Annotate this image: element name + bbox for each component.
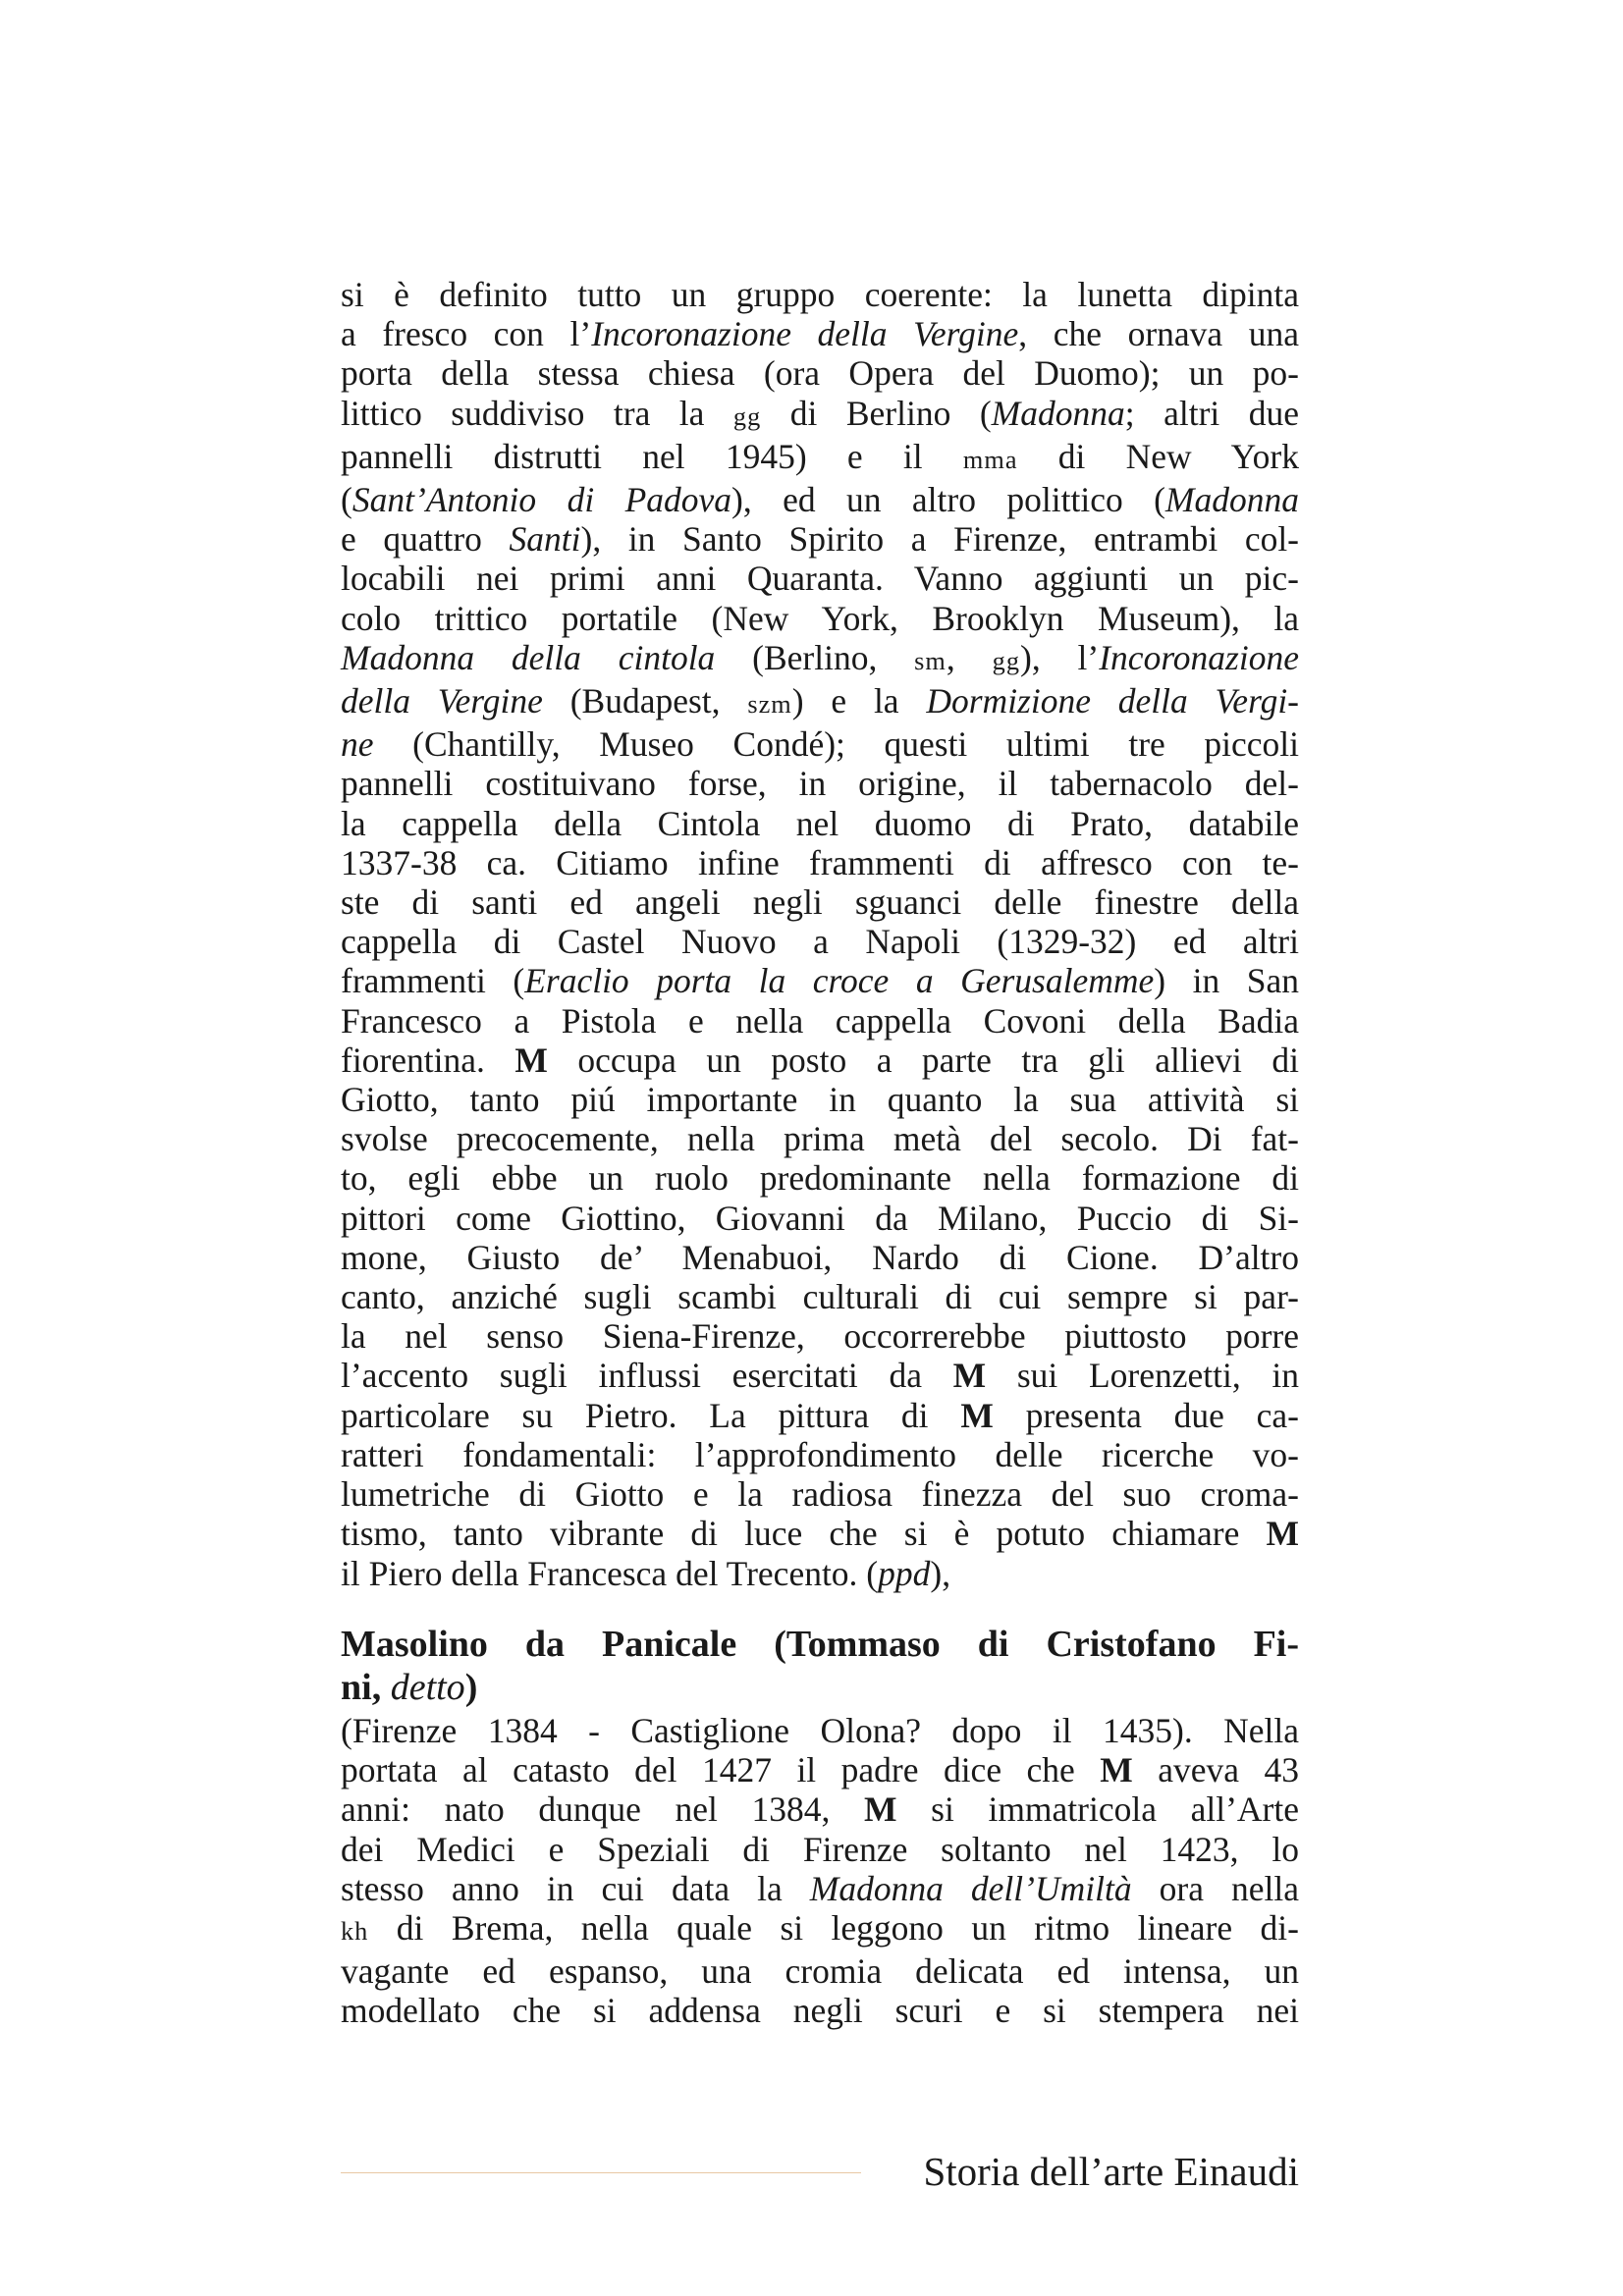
text-line: 1337-38 ca. Citiamo infine frammenti di affresco con te-: [341, 842, 1299, 882]
text-line: porta della stessa chiesa (ora Opera del Duomo); un po-: [341, 353, 1299, 394]
text-line: fiorentina. M occupa un posto a parte tra gli allievi di: [341, 1040, 1299, 1080]
text-line: si è definito tutto un gruppo coerente: la lunetta dipinta: [341, 275, 1299, 314]
text-line: particolare su Pietro. La pittura di M presenta due ca-: [341, 1395, 1299, 1435]
text-line: tismo, tanto vibrante di luce che si è potuto chiamare M: [341, 1514, 1299, 1554]
text-line: pannelli distrutti nel 1945) e il mma di New York: [341, 436, 1299, 476]
heading-line: Masolino da Panicale (Tommaso di Cristofano Fi-: [341, 1624, 1299, 1665]
text-line: e quattro Santi), in Santo Spirito a Firenze, entrambi col-: [341, 519, 1300, 560]
text-line: canto, anziché sugli scambi culturali di cui sempre si par-: [341, 1277, 1299, 1317]
text-line: la nel senso Siena-Firenze, occorrerebbe piuttosto porre: [341, 1316, 1299, 1357]
heading-line: ni, detto): [341, 1667, 478, 1708]
text-line: anni: nato dunque nel 1384, M si immatricola all’Arte: [341, 1789, 1299, 1830]
article-text: [341, 275, 1299, 1593]
text-line: frammenti (Eraclio porta la croce a Gerusalemme) in San: [341, 961, 1300, 1001]
text-line: della Vergine (Budapest, szm) e la Dormizione della Vergi-: [341, 681, 1300, 721]
entry-body: [341, 1711, 1299, 2031]
text-line: l’accento sugli influssi esercitati da M sui Lorenzetti, in: [341, 1356, 1299, 1396]
text-line: portata al catasto del 1427 il padre dice che M aveva 43: [341, 1750, 1300, 1790]
text-line: Madonna della cintola (Berlino, sm, gg), l’Incoronazione: [341, 637, 1299, 677]
text-line: pittori come Giottino, Giovanni da Milano, Puccio di Si-: [341, 1198, 1299, 1238]
text-line: la cappella della Cintola nel duomo di Prato, databile: [341, 803, 1299, 843]
text-line: mone, Giusto de’ Menabuoi, Nardo di Cione. D’altro: [341, 1237, 1299, 1277]
text-line: ne (Chantilly, Museo Condé); questi ultimi tre piccoli: [341, 724, 1299, 765]
text-line: littico suddiviso tra la gg di Berlino (Madonna; altri due: [341, 393, 1299, 433]
text-line: stesso anno in cui data la Madonna dell’Umiltà ora nella: [341, 1868, 1299, 1908]
text-line: modellato che si addensa negli scuri e si stempera nei: [341, 1991, 1299, 2031]
text-line: a fresco con l’Incoronazione della Vergine, che ornava una: [341, 314, 1300, 354]
footer-title: Storia dell’arte Einaudi: [923, 2149, 1299, 2194]
text-line: Giotto, tanto piú importante in quanto la sua attività si: [341, 1080, 1299, 1120]
text-line: dei Medici e Speziali di Firenze soltanto nel 1423, lo: [341, 1829, 1299, 1869]
text-line: pannelli costituivano forse, in origine, il tabernacolo del-: [341, 764, 1299, 804]
text-line: svolse precocemente, nella prima metà del secolo. Di fat-: [341, 1119, 1299, 1159]
text-line: ratteri fondamentali: l’approfondimento delle ricerche vo-: [341, 1434, 1299, 1474]
text-line: colo trittico portatile (New York, Brooklyn Museum), la: [341, 598, 1299, 638]
text-line: (Sant’Antonio di Padova), ed un altro polittico (Madonna: [341, 480, 1299, 520]
footer-divider: [341, 2172, 861, 2173]
entry-heading: [341, 1623, 1299, 1709]
text-line: (Firenze 1384 - Castiglione Olona? dopo il 1435). Nella: [341, 1711, 1299, 1750]
dictionary-entry: [341, 1623, 1299, 2031]
text-line: Francesco a Pistola e nella cappella Covoni della Badia: [341, 1000, 1299, 1041]
text-line: lumetriche di Giotto e la radiosa finezza del suo croma-: [341, 1474, 1299, 1515]
text-line: il Piero della Francesca del Trecento. (ppd),: [341, 1553, 951, 1593]
text-line: ste di santi ed angeli negli sguanci delle finestre della: [341, 882, 1299, 923]
text-line: locabili nei primi anni Quaranta. Vanno aggiunti un pic-: [341, 559, 1299, 599]
text-line: vagante ed espanso, una cromia delicata ed intensa, un: [341, 1951, 1299, 1992]
text-line: kh di Brema, nella quale si leggono un ritmo lineare di-: [341, 1908, 1299, 1949]
text-line: to, egli ebbe un ruolo predominante nella formazione di: [341, 1158, 1299, 1199]
text-line: cappella di Castel Nuovo a Napoli (1329-32) ed altri: [341, 922, 1299, 962]
